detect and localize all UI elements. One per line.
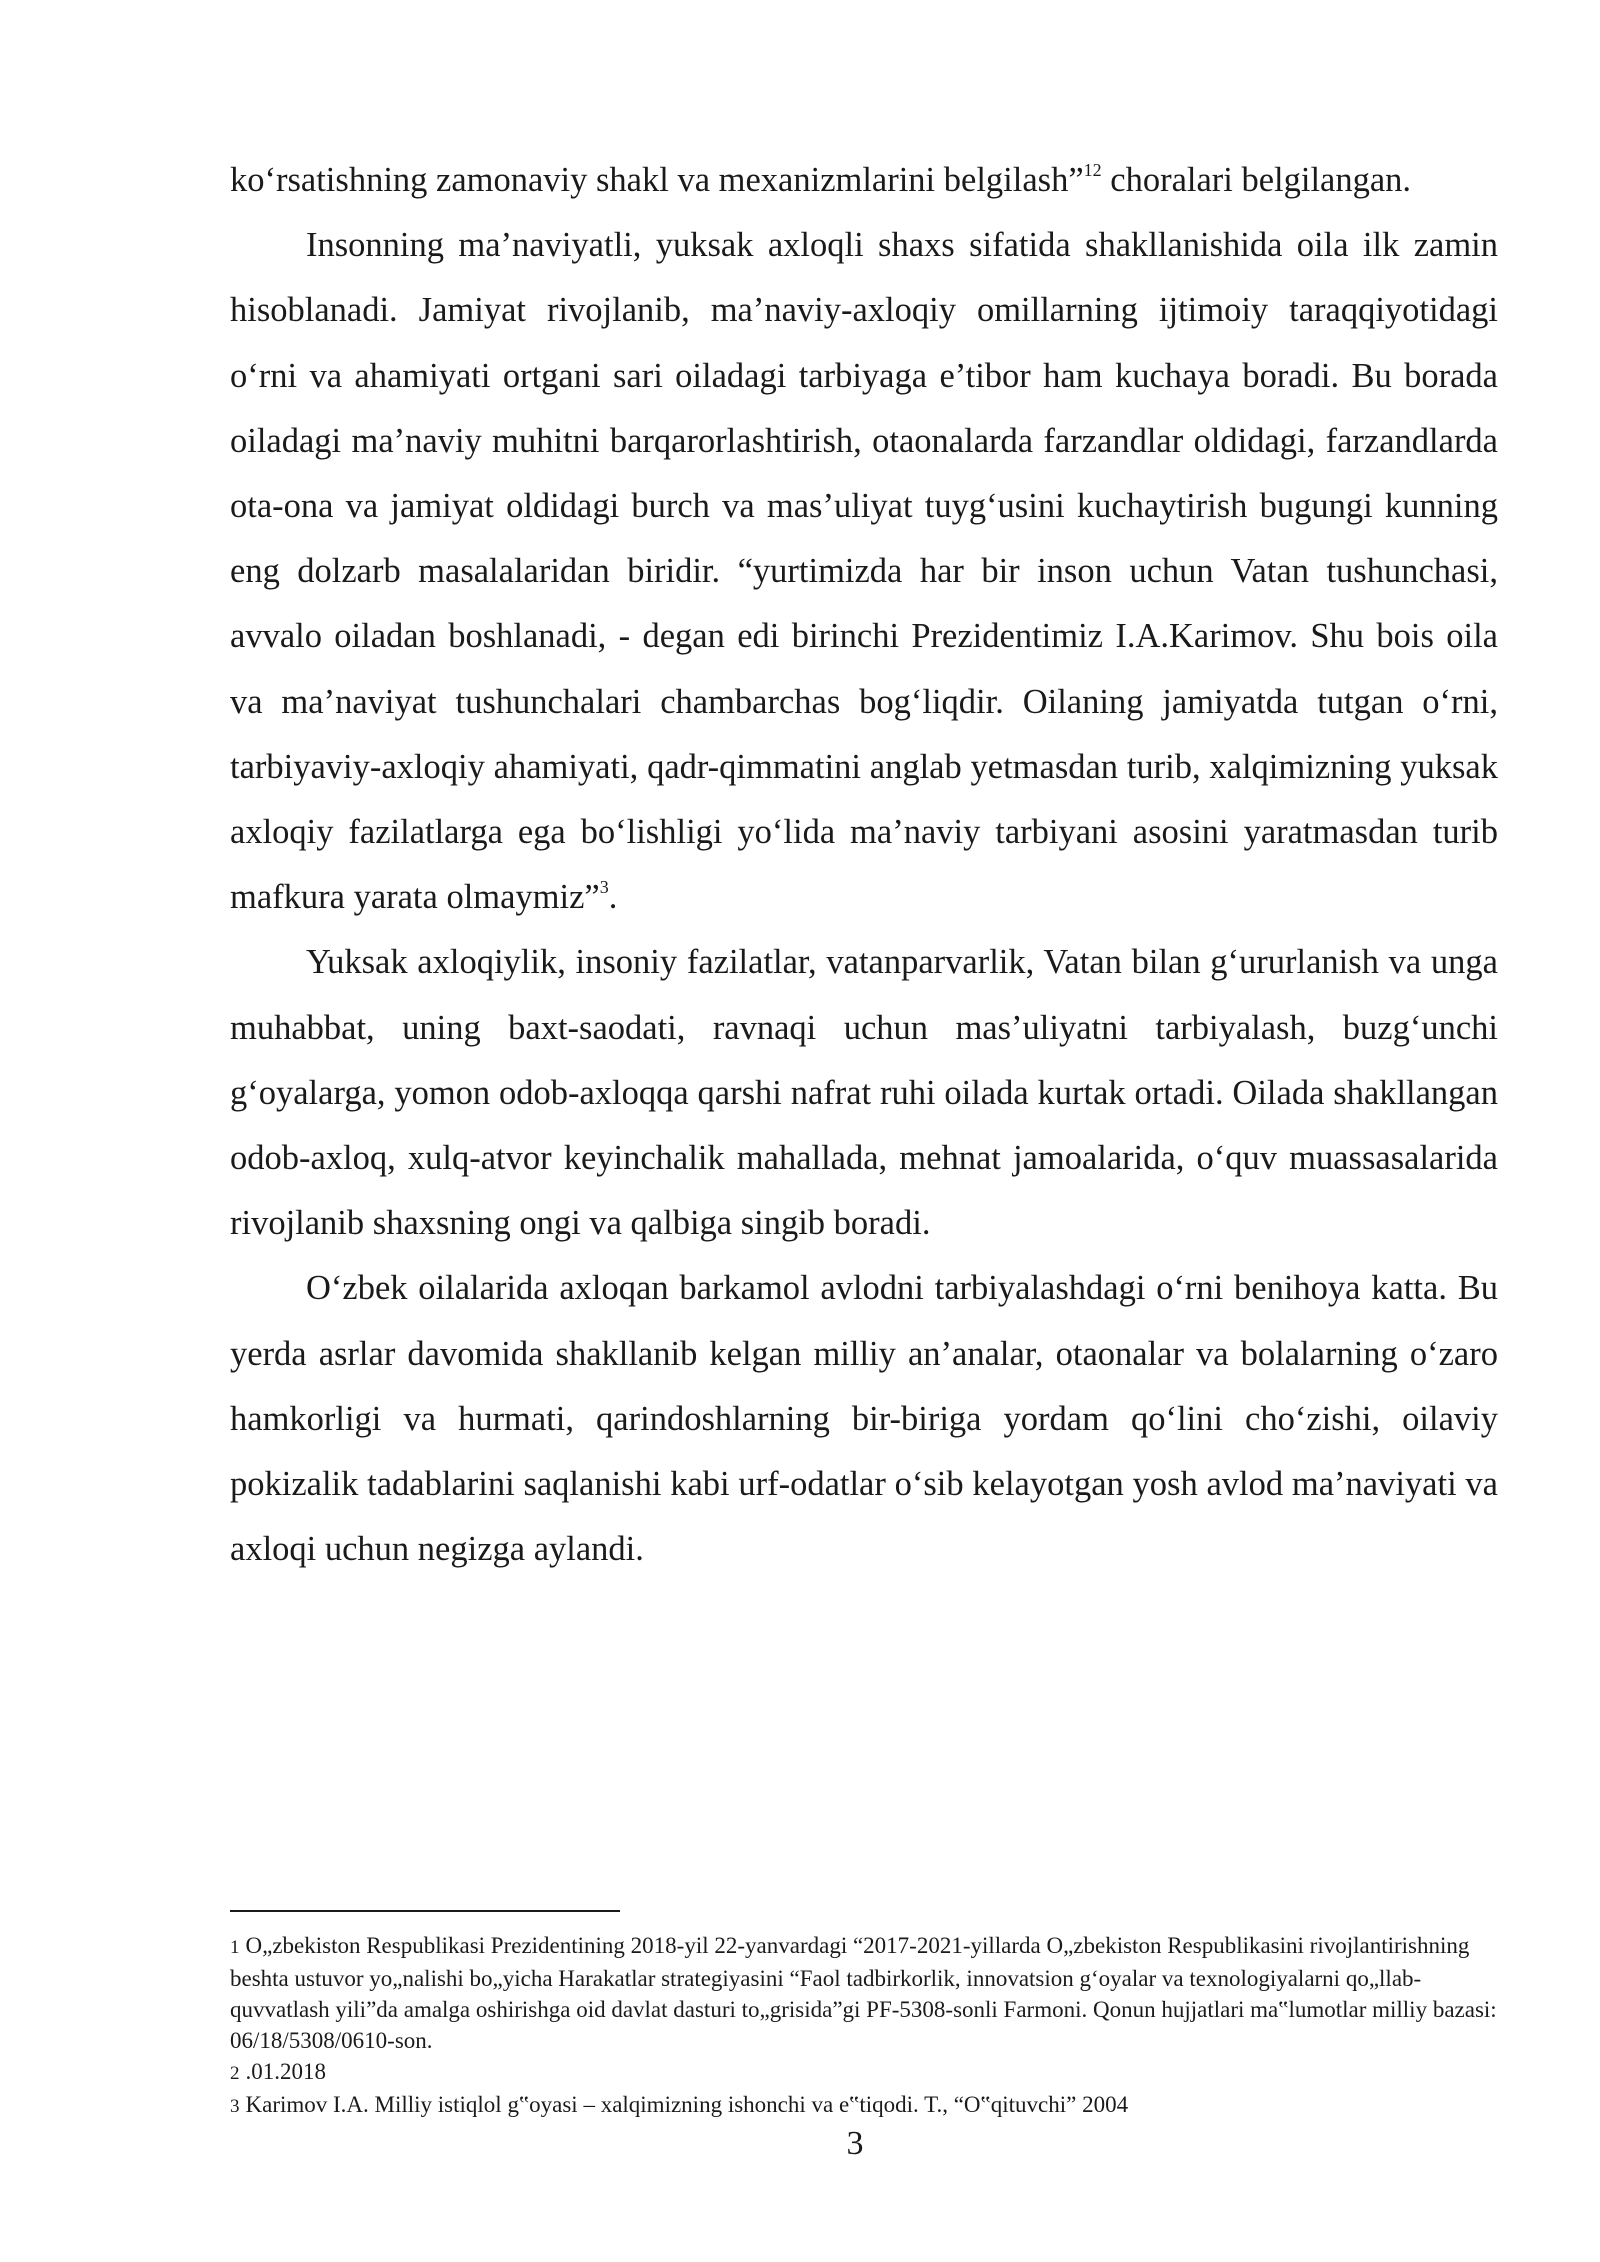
footnote <box>230 2089 1498 2122</box>
footnote <box>230 2056 1498 2089</box>
page-number: 3 <box>846 2125 864 2162</box>
footnote-number: 3 <box>230 2096 240 2117</box>
footnote-text: .01.2018 <box>245 2059 326 2084</box>
footnote-reference: 3 <box>599 877 609 898</box>
paragraph: Insonning ma’naviyatli, yuksak axloqli shaxs sifatida shakllanishida oila ilk zamin hisoblanadi. Jamiyat rivojlanib, ma’naviy-axloqiy omillarning ijtimoiy taraqqiyotidagi o‘rni va ahamiyati ortgani sari oiladagi tarbiyaga e’tibor ham kuchaya boradi. Bu borada oiladagi ma’naviy muhitni barqarorlashtirish, otaonalarda farzandlar oldidagi, farzandlarda ota-ona va jamiyat oldidagi burch va mas’uliyat tuyg‘usini kuchaytirish bugungi kunning eng dolzarb masalalaridan biridir. “yurtimizda har bir inson uchun Vatan tushunchasi, avvalo oiladan boshlanadi, - degan edi birinchi Prezidentimiz I.A.Karimov. Shu bois oila va ma’naviyat tushunchalari chambarchas bog‘liqdir. Oilaning jamiyatda tutgan o‘rni, tarbiyaviy-axloqiy ahamiyati, qadr-qimmatini anglab yetmasdan turib, xalqimizning yuksak axloqiy fazilatlarga ega bo‘lishligi yo‘lida ma’naviy tarbiyani asosini yaratmasdan turib mafkura yarata olmaymiz”$^3$. <box>230 226 1498 917</box>
paragraph: O‘zbek oilalarida axloqan barkamol avlodni tarbiyalashdagi o‘rni benihoya katta. Bu yerda asrlar davomida shakllanib kelgan milliy an’analar, otaonalar va bolalarning o‘zaro hamkorligi va hurmati, qarindoshlarning bir-biriga yordam qo‘lini cho‘zishi, oilaviy pokizalik tadablarini saqlanishi kabi urf-odatlar o‘sib kelayotgan yosh avlod ma’naviyati va axloqi uchun negizga aylandi. <box>230 1269 1498 1569</box>
body-text <box>230 148 1498 1582</box>
paragraph: Yuksak axloqiylik, insoniy fazilatlar, vatanparvarlik, Vatan bilan g‘ururlanish va unga muhabbat, uning baxt-saodati, ravnaqi uchun mas’uliyatni tarbiyalash, buzg‘unchi g‘oyalarga, yomon odob-axloqqa qarshi nafrat ruhi oilada kurtak ortadi. Oilada shakllangan odob-axloq, xulq-atvor keyinchalik mahallada, mehnat jamoalarida, o‘quv muassasalarida rivojlanib shaxsning ongi va qalbiga singib boradi. <box>230 943 1498 1243</box>
footnote-text: O„zbekiston Respublikasi Prezidentining 2018-yil 22-yanvardagi “2017-2021-yillarda O„zbekiston Respublikasini rivojlantirishning beshta ustuvor yo„nalishi bo„yicha Harakatlar strategiyasini “Faol tadbirkorlik, innovatsion g‘oyalar va texnologiyalarni qo„llab-quvvatlash yili”da amalga oshirishga oid davlat dasturi to„grisida”gi PF-5308-sonli Farmoni. Qonun hujjatlari ma‟lumotlar milliy bazasi: 06/18/5308/0610-son. <box>230 1933 1497 2053</box>
footnote <box>230 1930 1498 2056</box>
footnote-text: Karimov I.A. Milliy istiqlol g‟oyasi – xalqimizning ishonchi va e‟tiqodi. T., “O‟qituvchi” 2004 <box>245 2092 1129 2117</box>
footnote-number: 1 <box>230 1937 240 1958</box>
footnote-number: 2 <box>230 2063 240 2084</box>
footnotes <box>230 1930 1498 2122</box>
footnote-separator <box>230 1910 620 1912</box>
paragraph: ko‘rsatishning zamonaviy shakl va mexanizmlarini belgilash”$^{12}$ choralari belgilangan. <box>230 160 1412 199</box>
footnote-reference: 12 <box>1083 160 1102 180</box>
